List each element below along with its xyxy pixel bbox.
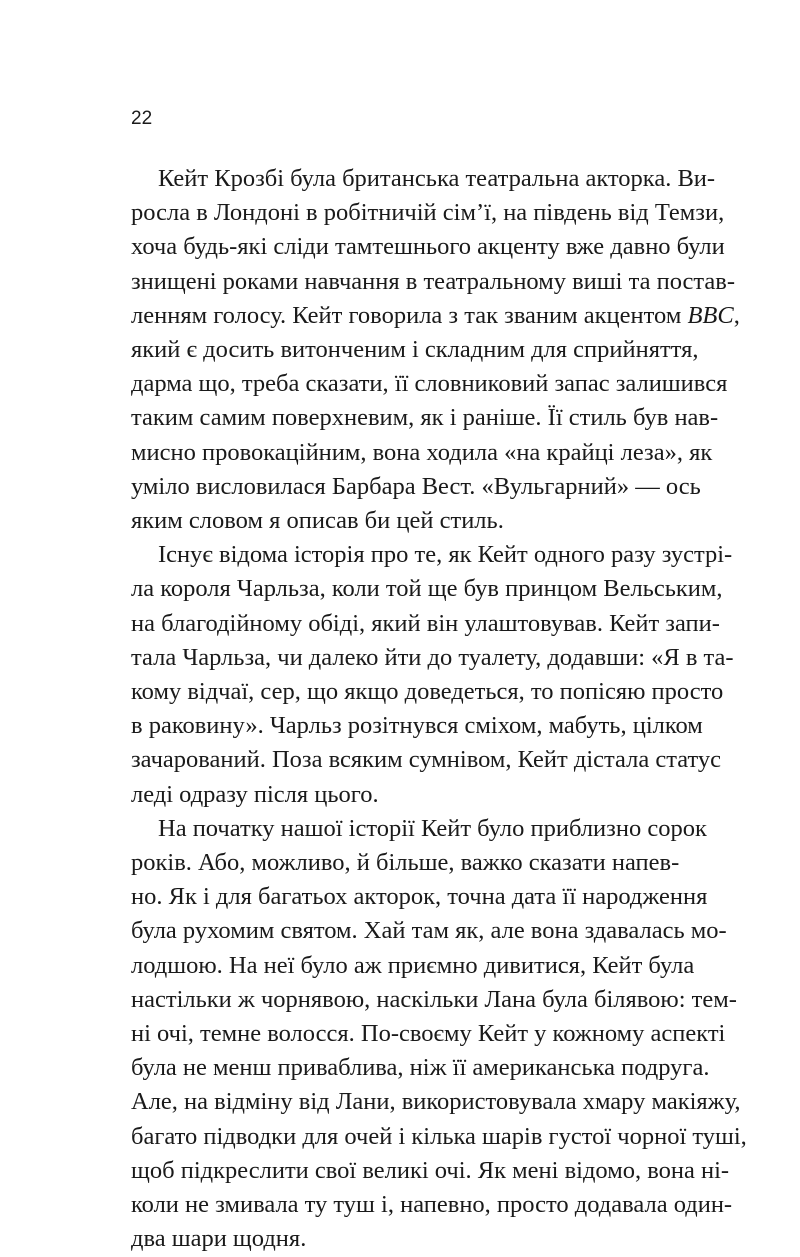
- text-line: хоча будь-які сліди тамтешнього акценту вже давно були: [131, 233, 725, 261]
- text-line: була рухомим святом. Хай там як, але вона здавалась мо-: [131, 917, 727, 945]
- text-line: кому відчаї, сер, що якщо доведеться, то попісяю просто: [131, 678, 724, 706]
- text-line: в раковину». Чарльз розітнувся сміхом, мабуть, цілком: [131, 712, 703, 740]
- text-line: щоб підкреслити свої великі очі. Як мені відомо, вона ні-: [131, 1156, 730, 1184]
- text-line: знищені роками навчання в театральному виші та постав-: [131, 267, 736, 295]
- text-line: росла в Лондоні в робітничій сім’ї, на південь від Темзи,: [131, 199, 725, 227]
- text-line: зачарований. Поза всяким сумнівом, Кейт дістала статус: [131, 746, 721, 774]
- text-segment: ленням голосу. Кейт говорила з так званим акцентом: [131, 301, 688, 329]
- text-line: яким словом я описав би цей стиль.: [131, 507, 504, 535]
- text-line: настільки ж чорнявою, наскільки Лана була білявою: тем-: [131, 985, 737, 1013]
- text-line: Існує відома історія про те, як Кейт одного разу зустрі-: [158, 541, 733, 569]
- text-line: но. Як і для багатьох акторок, точна дата її народження: [131, 883, 708, 911]
- text-line: дарма що, треба сказати, її словниковий запас залишився: [131, 370, 728, 398]
- text-line: [131, 299, 740, 333]
- text-line: уміло висловилася Барбара Вест. «Вульгарний» — ось: [131, 472, 701, 500]
- page-number: 22: [131, 108, 153, 129]
- italic-abbreviation: BBC: [687, 301, 734, 329]
- text-line: ні очі, темне волосся. По-своєму Кейт у кожному аспекті: [131, 1020, 726, 1048]
- text-line: який є досить витонченим і складним для сприйняття,: [131, 336, 699, 364]
- text-line: Кейт Крозбі була британська театральна акторка. Ви-: [158, 165, 716, 192]
- text-line: коли не змивала ту туш і, напевно, просто додавала один-: [131, 1191, 733, 1219]
- text-line: років. Або, можливо, й більше, важко сказати напев-: [131, 849, 680, 877]
- text-line: два шари щодня.: [131, 1225, 307, 1253]
- text-line: Але, на відміну від Лани, використовувала хмару макіяжу,: [131, 1088, 741, 1116]
- text-line: мисно провокаційним, вона ходила «на крайці леза», як: [131, 438, 713, 466]
- text-line: була не менш приваблива, ніж її американська подруга.: [131, 1054, 710, 1082]
- text-line: на благодійному обіді, який він улаштовував. Кейт запи-: [131, 609, 720, 637]
- text-line: На початку нашої історії Кейт було приблизно сорок: [158, 814, 707, 842]
- text-line: таким самим поверхневим, як і раніше. Її стиль був нав-: [131, 404, 719, 432]
- text-line: ла короля Чарльза, коли той ще був принцом Вельським,: [131, 575, 723, 603]
- body-text: [131, 162, 747, 1257]
- text-line: леді одразу після цього.: [131, 780, 379, 808]
- text-line: багато підводки для очей і кілька шарів густої чорної туші,: [131, 1122, 747, 1150]
- text-segment: ,: [733, 301, 740, 329]
- text-line: лодшою. На неї було аж приємно дивитися, Кейт була: [131, 951, 695, 979]
- text-line: тала Чарльза, чи далеко йти до туалету, додавши: «Я в та-: [131, 643, 734, 671]
